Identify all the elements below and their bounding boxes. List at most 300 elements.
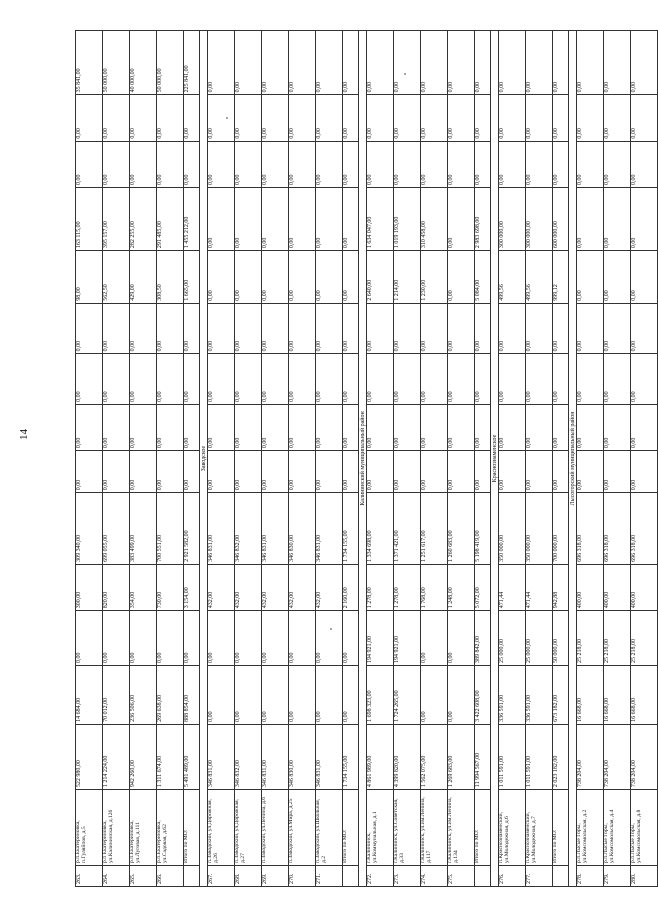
address-cell: п.Заводский, ул.Дорожная, д.26: [208, 790, 235, 866]
value-cell: 1 455 212,00: [184, 187, 200, 250]
address-cell: р.п.Лысые Горы, ул.Комсомольская, д.2: [577, 790, 604, 866]
value-cell: 0,00: [448, 451, 475, 493]
value-cell: 0,00: [130, 303, 157, 354]
value-cell: 0,00: [448, 31, 475, 95]
value-cell: 562,50: [103, 251, 130, 304]
value-cell: 0,00: [157, 611, 184, 666]
value-cell: 11 994 567,00: [475, 724, 491, 789]
value-cell: 0,00: [235, 354, 262, 405]
value-cell: 25 218,00: [631, 611, 658, 666]
value-cell: 0,00: [316, 251, 343, 304]
value-cell: 16 668,00: [604, 665, 631, 724]
value-cell: 2 921 582,00: [184, 493, 200, 565]
value-cell: 25 000,00: [526, 611, 553, 666]
value-cell: 522 980,00: [76, 724, 103, 789]
value-cell: 0,00: [76, 451, 103, 493]
table-row: [262, 31, 289, 887]
value-cell: 0,00: [448, 354, 475, 405]
value-cell: 0,00: [316, 665, 343, 724]
value-cell: 0,00: [235, 451, 262, 493]
value-cell: 1 278,00: [367, 564, 394, 610]
value-cell: 0,00: [553, 303, 569, 354]
value-cell: 0,00: [262, 187, 289, 250]
value-cell: 0,00: [316, 404, 343, 450]
table-row: [235, 31, 262, 887]
value-cell: 1 371 421,00: [394, 493, 421, 565]
value-cell: 1 019 193,00: [394, 187, 421, 250]
value-cell: 98,00: [76, 251, 103, 304]
value-cell: 0,00: [262, 611, 289, 666]
value-cell: 432,00: [262, 564, 289, 610]
row-number: 275.: [448, 865, 475, 886]
value-cell: 0,00: [604, 95, 631, 141]
row-number: [553, 865, 569, 886]
row-number: [184, 865, 200, 886]
value-cell: 0,00: [367, 354, 394, 405]
value-cell: 0,00: [316, 187, 343, 250]
value-cell: 1 269 683,00: [448, 724, 475, 789]
value-cell: 400,00: [604, 564, 631, 610]
value-cell: 0,00: [499, 303, 526, 354]
value-cell: 0,00: [316, 611, 343, 666]
address-cell: Итого по МО:: [184, 790, 200, 866]
value-cell: 1 562 075,00: [421, 724, 448, 789]
table-row: [577, 31, 604, 887]
data-table: [75, 30, 658, 887]
value-cell: 0,00: [526, 404, 553, 450]
table-row: [76, 31, 103, 887]
value-cell: 0,00: [553, 95, 569, 141]
value-cell: 0,00: [103, 141, 130, 187]
value-cell: 1 251 617,00: [421, 493, 448, 565]
value-cell: 0,00: [394, 354, 421, 405]
value-cell: 0,00: [577, 451, 604, 493]
address-cell: п.Краснознаменский, ул.Молодежная, д.6: [499, 790, 526, 866]
value-cell: 5 198 419,00: [475, 493, 491, 565]
section-title: Краснознаменское: [491, 31, 499, 887]
value-cell: 0,00: [262, 665, 289, 724]
value-cell: 70 012,00: [103, 665, 130, 724]
value-cell: 0,00: [103, 611, 130, 666]
value-cell: 0,00: [475, 451, 491, 493]
table-row: [394, 31, 421, 887]
row-number: 270.: [289, 865, 316, 886]
value-cell: 0,00: [343, 31, 359, 95]
value-cell: 346 831,00: [262, 493, 289, 565]
address-cell: р.п.Екатериновка, ул.Луговая, д.111: [130, 790, 157, 866]
value-cell: 25 000,00: [499, 611, 526, 666]
table-row: [157, 31, 184, 887]
value-cell: 0,00: [184, 354, 200, 405]
section-row: [359, 31, 367, 887]
value-cell: 300 000,00: [499, 187, 526, 250]
value-cell: 0,00: [289, 354, 316, 405]
value-cell: 0,00: [631, 303, 658, 354]
value-cell: 0,00: [184, 95, 200, 141]
value-cell: 0,00: [130, 404, 157, 450]
value-cell: 0,00: [448, 665, 475, 724]
value-cell: 0,00: [448, 251, 475, 304]
value-cell: 1 698 323,00: [367, 665, 394, 724]
value-cell: 0,00: [208, 95, 235, 141]
value-cell: 0,00: [343, 404, 359, 450]
value-cell: 0,00: [421, 611, 448, 666]
value-cell: 0,00: [421, 354, 448, 405]
row-number: 273.: [394, 865, 421, 886]
value-cell: 0,00: [343, 665, 359, 724]
value-cell: 0,00: [208, 611, 235, 666]
value-cell: 942,88: [553, 564, 569, 610]
row-number: 265.: [130, 865, 157, 886]
value-cell: 0,00: [553, 31, 569, 95]
value-cell: 383 499,00: [130, 493, 157, 565]
address-cell: Итого по МО:: [553, 790, 569, 866]
value-cell: 163 115,00: [76, 187, 103, 250]
value-cell: 291 485,00: [157, 187, 184, 250]
value-cell: 2 023 182,00: [553, 724, 569, 789]
value-cell: 1 665,00: [184, 251, 200, 304]
value-cell: 0,00: [448, 404, 475, 450]
value-cell: 0,00: [499, 95, 526, 141]
value-cell: 0,00: [631, 451, 658, 493]
value-cell: 0,00: [631, 31, 658, 95]
address-cell: р.п.Екатериновка, п.Гуляйпов, д.5: [76, 790, 103, 866]
value-cell: 0,00: [76, 141, 103, 187]
value-cell: 0,00: [235, 251, 262, 304]
value-cell: 1 334 698,00: [367, 493, 394, 565]
row-number: 267.: [208, 865, 235, 886]
value-cell: 0,00: [184, 303, 200, 354]
value-cell: 0,00: [631, 354, 658, 405]
value-cell: 194 921,00: [367, 611, 394, 666]
value-cell: 0,00: [421, 303, 448, 354]
value-cell: 432,00: [235, 564, 262, 610]
value-cell: 4 861 989,00: [367, 724, 394, 789]
value-cell: 0,00: [499, 354, 526, 405]
value-cell: 0,00: [130, 354, 157, 405]
value-cell: 0,00: [235, 31, 262, 95]
table-row: [421, 31, 448, 887]
value-cell: 0,00: [130, 141, 157, 187]
value-cell: 0,00: [448, 95, 475, 141]
section-row: [491, 31, 499, 887]
value-cell: 0,00: [631, 141, 658, 187]
value-cell: 0,00: [448, 187, 475, 250]
value-cell: 0,00: [343, 354, 359, 405]
value-cell: 0,00: [421, 451, 448, 493]
value-cell: 1 768,00: [421, 564, 448, 610]
value-cell: 0,00: [343, 251, 359, 304]
address-cell: г.Калининск, ул.Советская, д.33: [394, 790, 421, 866]
value-cell: 0,00: [343, 303, 359, 354]
value-cell: 0,00: [604, 187, 631, 250]
table-row: [103, 31, 130, 887]
address-cell: г.Калининск, ул.им.Ленина, д.117: [421, 790, 448, 866]
address-cell: п.Заводский, ул.Дорожная, д.27: [235, 790, 262, 866]
value-cell: 0,00: [316, 141, 343, 187]
row-number: 277.: [526, 865, 553, 886]
value-cell: 400,00: [577, 564, 604, 610]
value-cell: 0,00: [631, 187, 658, 250]
address-cell: р.п.Лысые Горы, ул.Комсомольская, д.8: [631, 790, 658, 866]
address-cell: г.Калининск, ул.им.Ленина, д.134: [448, 790, 475, 866]
table-row: [130, 31, 157, 887]
value-cell: 346 831,00: [316, 493, 343, 565]
value-cell: 0,00: [553, 451, 569, 493]
value-cell: 0,00: [553, 354, 569, 405]
value-cell: 0,00: [262, 354, 289, 405]
value-cell: 5 491 489,00: [184, 724, 200, 789]
value-cell: 1 011 591,00: [499, 724, 526, 789]
value-cell: 0,00: [448, 611, 475, 666]
value-cell: 0,00: [394, 303, 421, 354]
value-cell: 395 157,00: [103, 187, 130, 250]
value-cell: 0,00: [184, 404, 200, 450]
value-cell: 0,00: [577, 187, 604, 250]
address-cell: п.Краснознаменский, ул.Молодежная, д.7: [526, 790, 553, 866]
value-cell: 0,00: [343, 611, 359, 666]
row-number: 272.: [367, 865, 394, 886]
value-cell: 1 230,00: [421, 251, 448, 304]
value-cell: 0,00: [289, 665, 316, 724]
value-cell: 0,00: [394, 141, 421, 187]
value-cell: 0,00: [499, 141, 526, 187]
value-cell: 1 011 591,00: [526, 724, 553, 789]
value-cell: 236 506,00: [130, 665, 157, 724]
value-cell: 730,00: [157, 564, 184, 610]
value-cell: 336 591,00: [526, 665, 553, 724]
total-row: [553, 31, 569, 887]
value-cell: 0,00: [316, 31, 343, 95]
row-number: 271.: [316, 865, 343, 886]
value-cell: 25 218,00: [577, 611, 604, 666]
value-cell: 0,00: [499, 31, 526, 95]
value-cell: 471,44: [526, 564, 553, 610]
table-row: [604, 31, 631, 887]
value-cell: 0,00: [76, 354, 103, 405]
value-cell: 346 831,00: [208, 493, 235, 565]
value-cell: 0,00: [367, 95, 394, 141]
value-cell: 1 214 224,00: [103, 724, 130, 789]
total-row: [475, 31, 491, 887]
value-cell: 0,00: [394, 451, 421, 493]
value-cell: 0,00: [577, 303, 604, 354]
value-cell: 0,00: [577, 141, 604, 187]
value-cell: 1 634 047,00: [367, 187, 394, 250]
value-cell: 820,00: [103, 564, 130, 610]
row-number: [343, 865, 359, 886]
value-cell: 346 830,00: [289, 493, 316, 565]
value-cell: 499,56: [499, 251, 526, 304]
value-cell: 0,00: [499, 404, 526, 450]
value-cell: 0,00: [526, 141, 553, 187]
value-cell: 0,00: [289, 404, 316, 450]
value-cell: 0,00: [262, 31, 289, 95]
table-row: [526, 31, 553, 887]
value-cell: 0,00: [499, 451, 526, 493]
table-row: [499, 31, 526, 887]
value-cell: 0,00: [367, 303, 394, 354]
value-cell: 0,00: [289, 31, 316, 95]
value-cell: 0,00: [208, 303, 235, 354]
value-cell: 738 204,00: [631, 724, 658, 789]
total-row: [184, 31, 200, 887]
value-cell: 1 214,00: [394, 251, 421, 304]
value-cell: 4 399 820,00: [394, 724, 421, 789]
row-number: 269.: [262, 865, 289, 886]
value-cell: 346 832,00: [235, 724, 262, 789]
value-cell: 0,00: [235, 187, 262, 250]
value-cell: 0,00: [208, 451, 235, 493]
table-row: [448, 31, 475, 887]
value-cell: 499,56: [526, 251, 553, 304]
row-number: [475, 865, 491, 886]
value-cell: 738 204,00: [577, 724, 604, 789]
value-cell: 0,00: [157, 95, 184, 141]
value-cell: 0,00: [157, 404, 184, 450]
value-cell: 0,00: [394, 95, 421, 141]
table-row: [208, 31, 235, 887]
row-number: 266.: [157, 865, 184, 886]
row-number: 263.: [76, 865, 103, 886]
address-cell: р.п.Лысые Горы, ул.Комсомольская, д.4: [604, 790, 631, 866]
value-cell: 389 842,00: [475, 611, 491, 666]
value-cell: 0,00: [448, 303, 475, 354]
value-cell: 25 218,00: [604, 611, 631, 666]
address-cell: р.п Екатериновка, ул.Калининская, д.126: [103, 790, 130, 866]
value-cell: 0,00: [367, 451, 394, 493]
value-cell: 0,00: [235, 141, 262, 187]
value-cell: 0,00: [157, 141, 184, 187]
value-cell: 696 318,00: [604, 493, 631, 565]
value-cell: 673 182,00: [553, 665, 569, 724]
value-cell: 999,12: [553, 251, 569, 304]
address-cell: г.Калининск, ул.Коммунальная, д.1: [367, 790, 394, 866]
section-row: [200, 31, 208, 887]
value-cell: 0,00: [421, 31, 448, 95]
value-cell: 50 000,00: [103, 31, 130, 95]
section-title: Калининский муниципальный район: [359, 31, 367, 887]
value-cell: 0,00: [577, 31, 604, 95]
value-cell: 50 000,00: [157, 31, 184, 95]
value-cell: 0,00: [367, 31, 394, 95]
address-cell: п.Заводский, ул.Школьная, д.2: [316, 790, 343, 866]
value-cell: 1 734 155,00: [343, 493, 359, 565]
value-cell: 942 260,00: [130, 724, 157, 789]
value-cell: 346 832,00: [235, 493, 262, 565]
value-cell: 194 921,00: [394, 611, 421, 666]
row-number: 278.: [577, 865, 604, 886]
value-cell: 0,00: [604, 31, 631, 95]
value-cell: 2 983 698,00: [475, 187, 491, 250]
value-cell: 696 318,00: [631, 493, 658, 565]
value-cell: 0,00: [631, 404, 658, 450]
value-cell: 0,00: [289, 611, 316, 666]
value-cell: 0,00: [526, 31, 553, 95]
value-cell: 0,00: [289, 251, 316, 304]
value-cell: 1 734 155,00: [343, 724, 359, 789]
value-cell: 0,00: [289, 451, 316, 493]
row-number: 276.: [499, 865, 526, 886]
value-cell: 0,00: [208, 665, 235, 724]
value-cell: 0,00: [235, 665, 262, 724]
value-cell: 0,00: [208, 31, 235, 95]
value-cell: 14 684,00: [76, 665, 103, 724]
row-number: 274.: [421, 865, 448, 886]
value-cell: 16 668,00: [577, 665, 604, 724]
value-cell: 0,00: [343, 95, 359, 141]
value-cell: 0,00: [421, 95, 448, 141]
value-cell: 5 072,00: [475, 564, 491, 610]
value-cell: 0,00: [631, 251, 658, 304]
value-cell: 0,00: [475, 303, 491, 354]
value-cell: 0,00: [184, 611, 200, 666]
value-cell: 0,00: [367, 141, 394, 187]
value-cell: 0,00: [577, 251, 604, 304]
value-cell: 0,00: [76, 303, 103, 354]
value-cell: 0,00: [208, 404, 235, 450]
address-cell: р.п.Екатериновка, ул.Садовая, д.62: [157, 790, 184, 866]
value-cell: 0,00: [394, 31, 421, 95]
value-cell: 354,00: [130, 564, 157, 610]
value-cell: 471,44: [499, 564, 526, 610]
value-cell: 0,00: [526, 95, 553, 141]
value-cell: 0,00: [604, 354, 631, 405]
value-cell: 0,00: [394, 404, 421, 450]
value-cell: 0,00: [475, 141, 491, 187]
address-cell: Итого по МО:: [343, 790, 359, 866]
address-cell: Итого по МО:: [475, 790, 491, 866]
row-number: 268.: [235, 865, 262, 886]
table-row: [631, 31, 658, 887]
value-cell: 346 831,00: [262, 724, 289, 789]
value-cell: 0,00: [316, 95, 343, 141]
value-cell: 696 318,00: [577, 493, 604, 565]
value-cell: 432,00: [289, 564, 316, 610]
value-cell: 1 260 683,00: [448, 493, 475, 565]
value-cell: 0,00: [235, 611, 262, 666]
value-cell: 0,00: [343, 451, 359, 493]
value-cell: 0,00: [208, 354, 235, 405]
value-cell: 0,00: [76, 404, 103, 450]
value-cell: 0,00: [157, 354, 184, 405]
section-title: Заводское: [200, 31, 208, 887]
value-cell: 1 311 674,00: [157, 724, 184, 789]
value-cell: 0,00: [157, 451, 184, 493]
value-cell: 0,00: [448, 141, 475, 187]
value-cell: 308,50: [157, 251, 184, 304]
section-row: [569, 31, 577, 887]
value-cell: 1 248,00: [448, 564, 475, 610]
value-cell: 0,00: [262, 303, 289, 354]
table-body: [76, 31, 658, 887]
value-cell: 0,00: [103, 404, 130, 450]
value-cell: 0,00: [316, 451, 343, 493]
value-cell: 0,00: [262, 95, 289, 141]
row-number: 280.: [631, 865, 658, 886]
value-cell: 0,00: [76, 95, 103, 141]
value-cell: 0,00: [604, 141, 631, 187]
row-number: 264.: [103, 865, 130, 886]
total-row: [343, 31, 359, 887]
value-cell: 35 841,00: [76, 31, 103, 95]
value-cell: 0,00: [316, 303, 343, 354]
table-row: [289, 31, 316, 887]
value-cell: 0,00: [103, 95, 130, 141]
value-cell: 0,00: [631, 95, 658, 141]
value-cell: 0,00: [421, 665, 448, 724]
value-cell: 0,00: [208, 141, 235, 187]
